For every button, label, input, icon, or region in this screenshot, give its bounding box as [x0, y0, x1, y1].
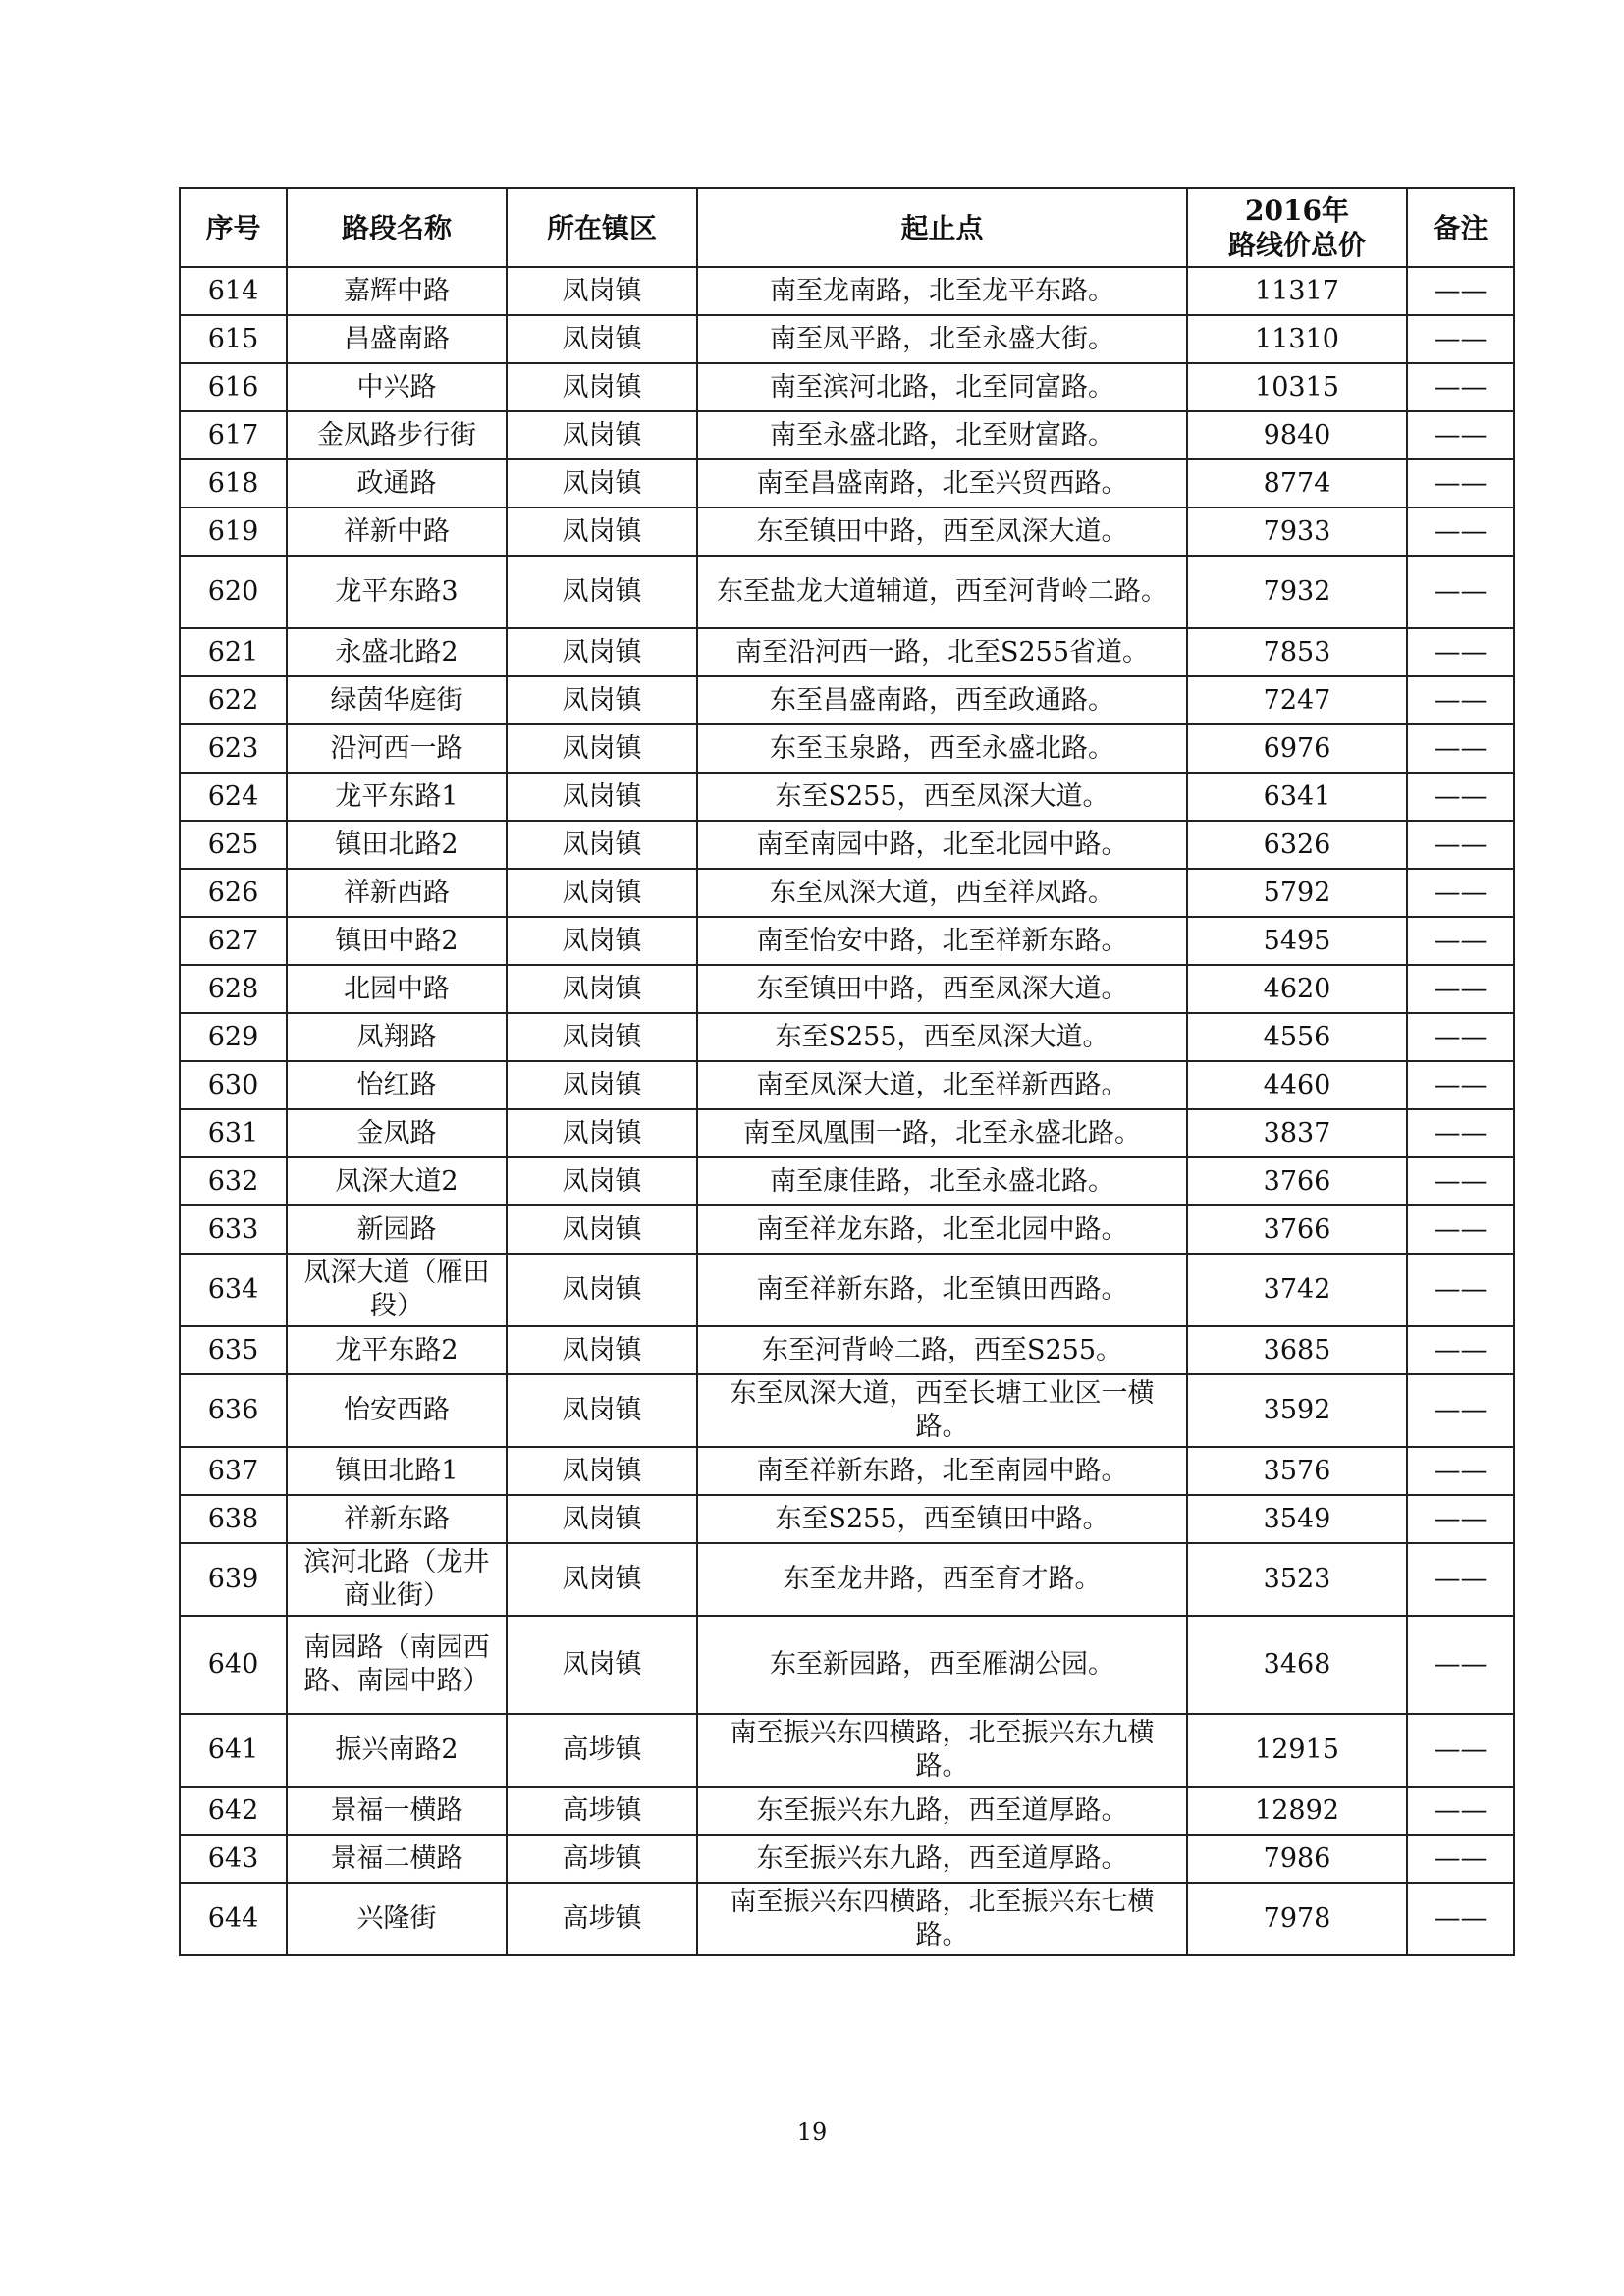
- row-road-name: 镇田北路2: [287, 821, 507, 869]
- row-road-name: 南园路（南园西路、南园中路）: [287, 1616, 507, 1714]
- row-road-name: 北园中路: [287, 965, 507, 1013]
- row-district: 凤岗镇: [507, 1616, 697, 1714]
- row-range: 南至凤深大道，北至祥新西路。: [697, 1061, 1187, 1109]
- row-price: 9840: [1187, 411, 1407, 459]
- row-district: 凤岗镇: [507, 917, 697, 965]
- row-district: 凤岗镇: [507, 1254, 697, 1326]
- row-price: 7978: [1187, 1883, 1407, 1955]
- row-range: 南至凤凰围一路，北至永盛北路。: [697, 1109, 1187, 1157]
- row-road-name: 镇田中路2: [287, 917, 507, 965]
- row-no: 629: [180, 1013, 287, 1061]
- table-row: [180, 724, 1514, 773]
- row-road-name: 昌盛南路: [287, 315, 507, 363]
- table-row: [180, 1835, 1514, 1883]
- row-no: 635: [180, 1326, 287, 1374]
- row-road-name: 怡安西路: [287, 1374, 507, 1447]
- row-price: 11317: [1187, 267, 1407, 315]
- table-row: [180, 1374, 1514, 1447]
- row-district: 凤岗镇: [507, 1447, 697, 1495]
- table-row: [180, 965, 1514, 1013]
- row-price: 12915: [1187, 1714, 1407, 1787]
- row-range: 东至河背岭二路，西至S255。: [697, 1326, 1187, 1374]
- row-remark: ——: [1407, 1883, 1514, 1955]
- table-row: [180, 1714, 1514, 1787]
- row-range: 东至玉泉路，西至永盛北路。: [697, 724, 1187, 773]
- row-price: 8774: [1187, 459, 1407, 507]
- row-price: 12892: [1187, 1787, 1407, 1835]
- table-row: [180, 363, 1514, 411]
- row-district: 凤岗镇: [507, 363, 697, 411]
- row-range: 南至龙南路，北至龙平东路。: [697, 267, 1187, 315]
- row-district: 凤岗镇: [507, 1205, 697, 1254]
- row-range: 南至永盛北路，北至财富路。: [697, 411, 1187, 459]
- table-row: [180, 315, 1514, 363]
- row-price: 3468: [1187, 1616, 1407, 1714]
- row-range: 东至镇田中路，西至凤深大道。: [697, 507, 1187, 556]
- table-row: [180, 1013, 1514, 1061]
- header-district: 所在镇区: [507, 188, 697, 267]
- row-road-name: 凤深大道（雁田段）: [287, 1254, 507, 1326]
- row-road-name: 振兴南路2: [287, 1714, 507, 1787]
- row-no: 640: [180, 1616, 287, 1714]
- row-price: 5792: [1187, 869, 1407, 917]
- row-remark: ——: [1407, 628, 1514, 676]
- row-price: 6976: [1187, 724, 1407, 773]
- row-no: 631: [180, 1109, 287, 1157]
- row-price: 4620: [1187, 965, 1407, 1013]
- row-district: 凤岗镇: [507, 507, 697, 556]
- row-remark: ——: [1407, 1326, 1514, 1374]
- row-remark: ——: [1407, 459, 1514, 507]
- table-row: [180, 1495, 1514, 1543]
- table-row: [180, 628, 1514, 676]
- row-price: 6341: [1187, 773, 1407, 821]
- row-district: 凤岗镇: [507, 1157, 697, 1205]
- row-no: 621: [180, 628, 287, 676]
- row-range: 东至新园路，西至雁湖公园。: [697, 1616, 1187, 1714]
- row-no: 618: [180, 459, 287, 507]
- row-range: 南至滨河北路，北至同富路。: [697, 363, 1187, 411]
- row-no: 624: [180, 773, 287, 821]
- row-price: 3766: [1187, 1205, 1407, 1254]
- row-road-name: 中兴路: [287, 363, 507, 411]
- row-road-name: 政通路: [287, 459, 507, 507]
- row-price: 3837: [1187, 1109, 1407, 1157]
- row-remark: ——: [1407, 1013, 1514, 1061]
- row-road-name: 龙平东路2: [287, 1326, 507, 1374]
- row-price: 3549: [1187, 1495, 1407, 1543]
- header-price: [1187, 188, 1407, 267]
- row-remark: ——: [1407, 411, 1514, 459]
- row-district: 高埗镇: [507, 1835, 697, 1883]
- row-district: 凤岗镇: [507, 315, 697, 363]
- row-road-name: 景福一横路: [287, 1787, 507, 1835]
- row-range: 南至振兴东四横路，北至振兴东九横路。: [697, 1714, 1187, 1787]
- row-road-name: 龙平东路3: [287, 556, 507, 628]
- row-road-name: 兴隆街: [287, 1883, 507, 1955]
- row-road-name: 凤深大道2: [287, 1157, 507, 1205]
- row-district: 凤岗镇: [507, 773, 697, 821]
- row-range: 南至怡安中路，北至祥新东路。: [697, 917, 1187, 965]
- row-no: 644: [180, 1883, 287, 1955]
- row-price: 3766: [1187, 1157, 1407, 1205]
- table-row: [180, 1616, 1514, 1714]
- row-range: 东至龙井路，西至育才路。: [697, 1543, 1187, 1616]
- row-road-name: 祥新中路: [287, 507, 507, 556]
- row-range: 南至祥新东路，北至镇田西路。: [697, 1254, 1187, 1326]
- row-remark: ——: [1407, 676, 1514, 724]
- row-remark: ——: [1407, 1543, 1514, 1616]
- row-road-name: 滨河北路（龙井商业街）: [287, 1543, 507, 1616]
- row-remark: ——: [1407, 1374, 1514, 1447]
- row-range: 东至S255，西至凤深大道。: [697, 773, 1187, 821]
- row-no: 622: [180, 676, 287, 724]
- row-remark: ——: [1407, 869, 1514, 917]
- row-road-name: 景福二横路: [287, 1835, 507, 1883]
- row-remark: ——: [1407, 1495, 1514, 1543]
- table-row: [180, 1543, 1514, 1616]
- row-no: 617: [180, 411, 287, 459]
- row-price: 3523: [1187, 1543, 1407, 1616]
- table-row: [180, 556, 1514, 628]
- header-no: 序号: [180, 188, 287, 267]
- row-road-name: 龙平东路1: [287, 773, 507, 821]
- row-range: 东至镇田中路，西至凤深大道。: [697, 965, 1187, 1013]
- row-no: 633: [180, 1205, 287, 1254]
- row-range: 东至S255，西至镇田中路。: [697, 1495, 1187, 1543]
- table-row: [180, 1326, 1514, 1374]
- table-row: [180, 676, 1514, 724]
- table-row: [180, 773, 1514, 821]
- table-row: [180, 1447, 1514, 1495]
- row-remark: ——: [1407, 821, 1514, 869]
- row-price: 7933: [1187, 507, 1407, 556]
- row-road-name: 沿河西一路: [287, 724, 507, 773]
- row-no: 642: [180, 1787, 287, 1835]
- row-price: 7247: [1187, 676, 1407, 724]
- row-road-name: 绿茵华庭街: [287, 676, 507, 724]
- row-range: 南至南园中路，北至北园中路。: [697, 821, 1187, 869]
- row-range: 东至昌盛南路，西至政通路。: [697, 676, 1187, 724]
- row-remark: ——: [1407, 1616, 1514, 1714]
- row-district: 凤岗镇: [507, 1109, 697, 1157]
- row-price: 3576: [1187, 1447, 1407, 1495]
- row-district: 凤岗镇: [507, 1495, 697, 1543]
- row-no: 620: [180, 556, 287, 628]
- table-row: [180, 267, 1514, 315]
- row-no: 636: [180, 1374, 287, 1447]
- row-road-name: 金凤路步行街: [287, 411, 507, 459]
- row-district: 凤岗镇: [507, 556, 697, 628]
- row-price: 3685: [1187, 1326, 1407, 1374]
- row-district: 凤岗镇: [507, 1374, 697, 1447]
- row-no: 634: [180, 1254, 287, 1326]
- table-row: [180, 821, 1514, 869]
- row-no: 623: [180, 724, 287, 773]
- table-header-row: [180, 188, 1514, 267]
- table-row: [180, 1061, 1514, 1109]
- row-no: 626: [180, 869, 287, 917]
- row-road-name: 镇田北路1: [287, 1447, 507, 1495]
- table-row: [180, 1254, 1514, 1326]
- row-price: 5495: [1187, 917, 1407, 965]
- row-no: 616: [180, 363, 287, 411]
- road-price-table: [179, 187, 1515, 1956]
- row-range: 东至S255，西至凤深大道。: [697, 1013, 1187, 1061]
- row-road-name: 嘉辉中路: [287, 267, 507, 315]
- row-no: 628: [180, 965, 287, 1013]
- row-district: 凤岗镇: [507, 628, 697, 676]
- row-no: 630: [180, 1061, 287, 1109]
- row-road-name: 永盛北路2: [287, 628, 507, 676]
- row-range: 东至振兴东九路，西至道厚路。: [697, 1787, 1187, 1835]
- table-row: [180, 507, 1514, 556]
- table-row: [180, 1787, 1514, 1835]
- row-price: 6326: [1187, 821, 1407, 869]
- row-range: 东至凤深大道，西至祥凤路。: [697, 869, 1187, 917]
- table-row: [180, 869, 1514, 917]
- table-row: [180, 411, 1514, 459]
- row-district: 凤岗镇: [507, 965, 697, 1013]
- row-no: 627: [180, 917, 287, 965]
- row-district: 凤岗镇: [507, 1061, 697, 1109]
- row-remark: ——: [1407, 1447, 1514, 1495]
- row-remark: ——: [1407, 965, 1514, 1013]
- row-price: 7932: [1187, 556, 1407, 628]
- row-district: 凤岗镇: [507, 821, 697, 869]
- row-price: 4460: [1187, 1061, 1407, 1109]
- row-no: 637: [180, 1447, 287, 1495]
- row-range: 东至凤深大道，西至长塘工业区一横路。: [697, 1374, 1187, 1447]
- row-road-name: 怡红路: [287, 1061, 507, 1109]
- row-no: 619: [180, 507, 287, 556]
- row-remark: ——: [1407, 556, 1514, 628]
- header-range: 起止点: [697, 188, 1187, 267]
- table-row: [180, 917, 1514, 965]
- row-district: 凤岗镇: [507, 411, 697, 459]
- row-remark: ——: [1407, 1835, 1514, 1883]
- row-remark: ——: [1407, 1109, 1514, 1157]
- row-district: 凤岗镇: [507, 676, 697, 724]
- row-price: 3742: [1187, 1254, 1407, 1326]
- row-range: 南至凤平路，北至永盛大街。: [697, 315, 1187, 363]
- row-remark: ——: [1407, 267, 1514, 315]
- header-road-name: 路段名称: [287, 188, 507, 267]
- header-remark: 备注: [1407, 188, 1514, 267]
- row-range: 南至沿河西一路，北至S255省道。: [697, 628, 1187, 676]
- row-remark: ——: [1407, 773, 1514, 821]
- row-district: 高埗镇: [507, 1883, 697, 1955]
- row-remark: ——: [1407, 1254, 1514, 1326]
- row-no: 625: [180, 821, 287, 869]
- row-remark: ——: [1407, 1714, 1514, 1787]
- row-district: 凤岗镇: [507, 1013, 697, 1061]
- row-district: 凤岗镇: [507, 1326, 697, 1374]
- row-no: 638: [180, 1495, 287, 1543]
- row-price: 11310: [1187, 315, 1407, 363]
- row-district: 高埗镇: [507, 1714, 697, 1787]
- table-row: [180, 1109, 1514, 1157]
- row-district: 凤岗镇: [507, 724, 697, 773]
- row-road-name: 凤翔路: [287, 1013, 507, 1061]
- row-no: 639: [180, 1543, 287, 1616]
- row-district: 凤岗镇: [507, 1543, 697, 1616]
- row-road-name: 新园路: [287, 1205, 507, 1254]
- row-remark: ——: [1407, 1061, 1514, 1109]
- row-remark: ——: [1407, 363, 1514, 411]
- row-remark: ——: [1407, 315, 1514, 363]
- row-remark: ——: [1407, 1157, 1514, 1205]
- row-range: 南至昌盛南路，北至兴贸西路。: [697, 459, 1187, 507]
- row-price: 7986: [1187, 1835, 1407, 1883]
- row-range: 南至振兴东四横路，北至振兴东七横路。: [697, 1883, 1187, 1955]
- row-range: 东至盐龙大道辅道，西至河背岭二路。: [697, 556, 1187, 628]
- row-price: 10315: [1187, 363, 1407, 411]
- row-road-name: 金凤路: [287, 1109, 507, 1157]
- row-no: 632: [180, 1157, 287, 1205]
- row-remark: ——: [1407, 724, 1514, 773]
- table-row: [180, 459, 1514, 507]
- row-price: 4556: [1187, 1013, 1407, 1061]
- table-row: [180, 1157, 1514, 1205]
- page-number: 19: [796, 2118, 828, 2146]
- row-district: 凤岗镇: [507, 459, 697, 507]
- row-range: 东至振兴东九路，西至道厚路。: [697, 1835, 1187, 1883]
- row-no: 641: [180, 1714, 287, 1787]
- row-remark: ——: [1407, 1787, 1514, 1835]
- row-road-name: 祥新东路: [287, 1495, 507, 1543]
- row-price: 3592: [1187, 1374, 1407, 1447]
- row-no: 615: [180, 315, 287, 363]
- row-price: 7853: [1187, 628, 1407, 676]
- row-range: 南至祥新东路，北至南园中路。: [697, 1447, 1187, 1495]
- table-body: [180, 267, 1514, 1955]
- row-range: 南至康佳路，北至永盛北路。: [697, 1157, 1187, 1205]
- row-remark: ——: [1407, 507, 1514, 556]
- row-no: 643: [180, 1835, 287, 1883]
- row-road-name: 祥新西路: [287, 869, 507, 917]
- row-remark: ——: [1407, 917, 1514, 965]
- row-range: 南至祥龙东路，北至北园中路。: [697, 1205, 1187, 1254]
- row-district: 高埗镇: [507, 1787, 697, 1835]
- row-district: 凤岗镇: [507, 267, 697, 315]
- table-row: [180, 1883, 1514, 1955]
- header-price-line2: 路线价总价: [1227, 229, 1366, 261]
- header-price-line1: 2016年: [1245, 194, 1349, 227]
- row-district: 凤岗镇: [507, 869, 697, 917]
- row-no: 614: [180, 267, 287, 315]
- table-row: [180, 1205, 1514, 1254]
- row-remark: ——: [1407, 1205, 1514, 1254]
